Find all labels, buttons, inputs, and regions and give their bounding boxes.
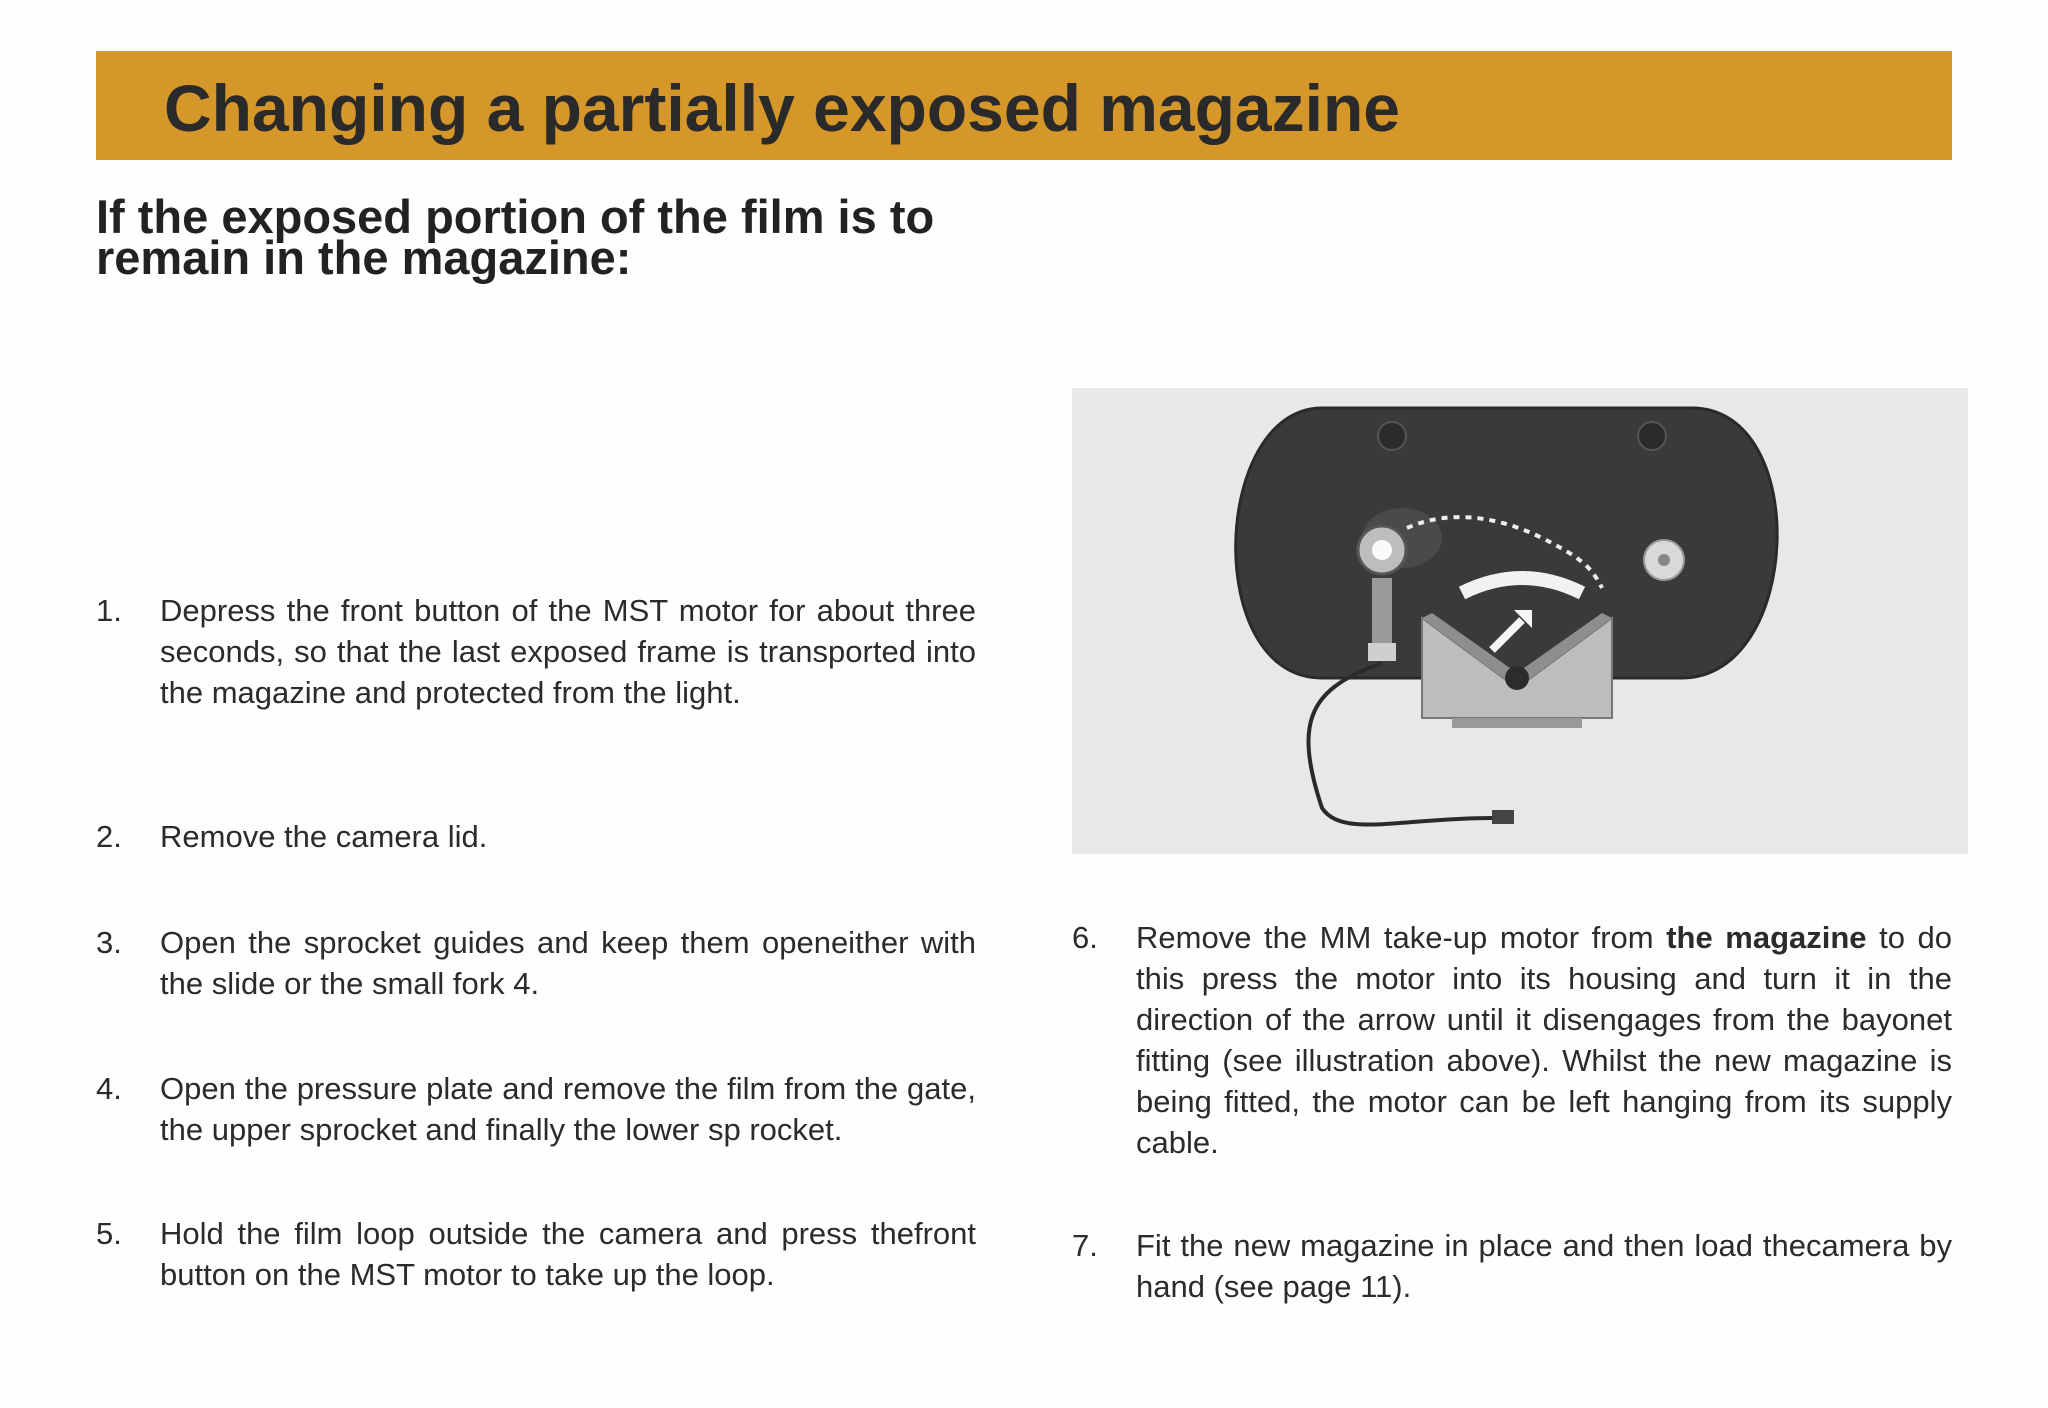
step-2 [96, 816, 976, 857]
step-6 [1072, 917, 1952, 1163]
step-number: 6. [1072, 920, 1098, 955]
title-banner [96, 51, 1952, 160]
magazine-photo-image [1072, 388, 1968, 854]
step-text: Open the sprocket guides and keep them openeither with the slide or the small fork 4. [160, 925, 976, 1001]
section-subheading: If the exposed portion of the film is to remain in the magazine: [96, 190, 935, 284]
step-text: Open the pressure plate and remove the film from the gate, the upper sprocket and finally the lower sp rocket. [160, 1071, 976, 1147]
step-text-part: to do this press the motor into its housing and turn it in the direction of the arrow until it disengages from the bayonet fitting (see illustration above). Whilst the new magazine is being fitted, the motor can be left hanging from its supply cable. [1136, 920, 1953, 1160]
step-3 [96, 922, 976, 1004]
step-text: Remove the camera lid. [160, 819, 488, 854]
step-text: Hold the film loop outside the camera and press thefront button on the MST motor to take up the loop. [160, 1216, 976, 1292]
step-1 [96, 590, 976, 713]
step-number: 4. [96, 1071, 122, 1106]
step-number: 7. [1072, 1228, 1098, 1263]
step-number: 3. [96, 925, 122, 960]
step-text: Fit the new magazine in place and then load thecamera by hand (see page 11). [1136, 1228, 1952, 1304]
magazine-illustration [1072, 388, 1968, 854]
step-number: 2. [96, 819, 122, 854]
page-title: Changing a partially exposed magazine [164, 71, 1400, 145]
step-number: 1. [96, 593, 122, 628]
step-number: 5. [96, 1216, 122, 1251]
step-7 [1072, 1225, 1952, 1307]
step-text-bold: the magazine [1666, 920, 1867, 955]
step-4 [96, 1068, 976, 1150]
step-text-part: Remove the MM take-up motor from [1136, 920, 1667, 955]
step-text: Depress the front button of the MST motor for about three seconds, so that the last exposed frame is transported into the magazine and protected from the light. [160, 593, 976, 710]
step-5 [96, 1213, 976, 1295]
step-text [1136, 917, 1952, 1163]
